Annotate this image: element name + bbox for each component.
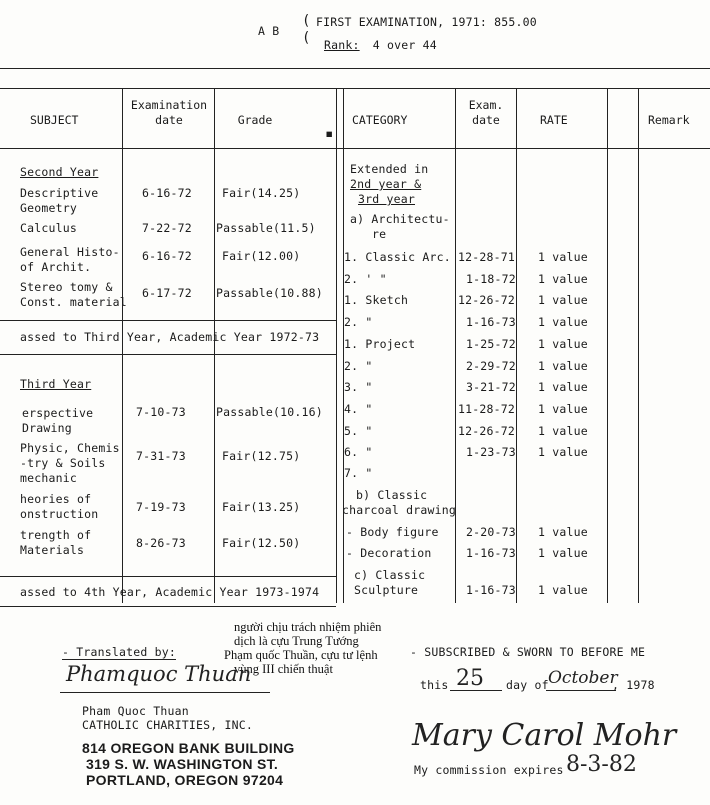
translator-name: Pham Quoc Thuan [82, 704, 189, 718]
col-divider-grade [214, 88, 215, 603]
col-exam-date [124, 98, 214, 128]
grade-cell: Fair(12.50) [222, 536, 301, 550]
day-of-label: day of [506, 678, 549, 692]
paren-open-1: ( [302, 13, 311, 29]
first-examination: FIRST EXAMINATION, 1971: 855.00 [316, 15, 537, 29]
col-exam-date-line2: date [155, 113, 183, 127]
category-label: 1. Sketch [344, 293, 409, 307]
col-cat-exam-date-line2: date [472, 113, 500, 127]
category-rate: 1 value [538, 337, 588, 351]
col-cat-exam-date [456, 98, 516, 128]
subject-row [22, 406, 93, 436]
subject-row: Calculus [20, 221, 77, 235]
paren-open-2: ( [302, 30, 311, 46]
third-year-heading: Third Year [20, 377, 92, 391]
category-label: 1. Classic Arc. [344, 250, 451, 264]
annotation-line: vùng III chiến thuật [234, 662, 333, 676]
sculpture-line: Sculpture [354, 583, 419, 597]
rule-passed-3-bottom [0, 606, 336, 607]
sworn-statement: - SUBSCRIBED & SWORN TO BEFORE ME [410, 645, 646, 659]
category-label: 4. " [344, 402, 373, 416]
extended-line: 3rd year [358, 192, 415, 206]
col-exam-date-line1: Examination [130, 98, 208, 112]
rank-value: 4 over 44 [372, 38, 437, 52]
translated-underline [62, 659, 176, 660]
subject-row [20, 492, 98, 522]
col-divider-category [336, 88, 337, 603]
exam-date-cell: 6-16-72 [142, 249, 192, 263]
grade-cell: Passable(10.88) [216, 286, 323, 300]
extended-line: 2nd year & [350, 177, 422, 191]
category-date: 12-28-71 [458, 250, 515, 264]
category-label: 5. " [344, 424, 373, 438]
subject-row [20, 280, 127, 310]
extended-note [350, 162, 428, 207]
architecture-line: re [372, 227, 387, 241]
category-label: 2. ' " [344, 272, 387, 286]
category-label: 6. " [344, 445, 373, 459]
passed-third-year: assed to Third Year, Academic Year 1972-73 [20, 330, 320, 344]
charcoal-line: charcoal drawing [342, 503, 456, 517]
table-top-rule-2 [0, 88, 710, 89]
category-date: 1-16-73 [466, 583, 516, 597]
second-year-heading: Second Year [20, 165, 99, 179]
extended-line: Extended in [350, 162, 429, 176]
year-label: , 1978 [612, 678, 655, 692]
charcoal-heading [342, 488, 456, 518]
subject-line: trength of [20, 528, 92, 542]
subject-line: Physic, Chemis [20, 441, 120, 455]
subject-line: Stereo tomy & [20, 280, 113, 294]
subject-line: Descriptive [20, 186, 99, 200]
col-category: CATEGORY [352, 113, 408, 127]
mark-dot: ▪ [325, 126, 334, 142]
grade-cell: Passable(10.16) [216, 405, 323, 419]
ab-marker: A B [258, 24, 280, 38]
subject-line: General Histo- [20, 245, 120, 259]
col-subject: SUBJECT [30, 113, 79, 127]
translated-by-label [62, 645, 176, 660]
address-line: 814 OREGON BANK BUILDING [82, 740, 295, 756]
signature-line [60, 692, 270, 693]
subject-line: heories of [20, 492, 92, 506]
exam-date-cell: 6-17-72 [142, 286, 192, 300]
subject-row [20, 186, 98, 216]
architecture-line: a) Architectu- [350, 212, 450, 226]
day-value: 25 [456, 666, 484, 691]
category-date: 12-26-72 [458, 293, 515, 307]
col-divider-examdate [455, 88, 456, 603]
grade-cell: Fair(13.25) [222, 500, 301, 514]
subject-line: erspective [22, 406, 94, 420]
col-divider-date [122, 88, 123, 603]
annotation-line: người chịu trách nhiệm phiên [234, 620, 382, 634]
address-line: 319 S. W. WASHINGTON ST. [86, 756, 279, 772]
month-value: October [548, 668, 618, 688]
category-date: 1-16-73 [466, 315, 516, 329]
category-date: 3-21-72 [466, 380, 516, 394]
subject-line: onstruction [20, 507, 99, 521]
category-rate: 1 value [538, 402, 588, 416]
category-date: 1-25-72 [466, 337, 516, 351]
subject-line: Materials [20, 543, 85, 557]
rule-passed-3-top [0, 576, 336, 577]
exam-date-cell: 6-16-72 [142, 186, 192, 200]
charcoal-line: b) Classic [356, 488, 428, 502]
notary-signature: Mary Carol Mohr [412, 718, 677, 753]
col-divider-remark [638, 88, 639, 603]
category-rate: 1 value [538, 546, 588, 560]
exam-date-cell: 7-19-73 [136, 500, 186, 514]
address-line: PORTLAND, OREGON 97204 [86, 772, 284, 788]
this-label: this [420, 678, 449, 692]
annotation-line: Phạm quốc Thuần, cựu tư lệnh [224, 648, 378, 662]
rule-passed-2-top [0, 320, 336, 321]
header-bottom-rule [0, 148, 710, 149]
category-label: 7. " [344, 466, 373, 480]
subject-row [20, 528, 91, 558]
category-label: - Decoration [346, 546, 432, 560]
category-label: 2. " [344, 359, 373, 373]
category-rate: 1 value [538, 583, 588, 597]
rank-label: Rank: [324, 38, 360, 52]
month-underline [546, 690, 616, 691]
category-rate: 1 value [538, 359, 588, 373]
subject-line: Drawing [22, 421, 72, 435]
rule-passed-2-bottom [0, 354, 336, 355]
exam-date-cell: 8-26-73 [136, 536, 186, 550]
col-divider-rate [516, 88, 517, 603]
subject-line: of Archit. [20, 260, 92, 274]
exam-date-cell: 7-22-72 [142, 221, 192, 235]
category-label: 1. Project [344, 337, 416, 351]
architecture-heading [350, 212, 450, 242]
col-cat-exam-date-line1: Exam. [468, 98, 504, 112]
grade-cell: Fair(14.25) [222, 186, 301, 200]
annotation-line: dịch là cựu Trung Tướng [234, 634, 359, 648]
category-label: 2. " [344, 315, 373, 329]
grade-cell: Fair(12.75) [222, 449, 301, 463]
category-label: - Body figure [346, 525, 439, 539]
subject-row [20, 245, 120, 275]
col-divider-rate-2 [607, 88, 608, 603]
translator-signature: Phamquoc Thuan [66, 662, 252, 686]
table-top-rule [0, 68, 710, 69]
organization: CATHOLIC CHARITIES, INC. [82, 718, 253, 732]
subject-line: Const. material [20, 295, 127, 309]
grade-cell: Fair(12.00) [222, 249, 301, 263]
category-rate: 1 value [538, 250, 588, 264]
category-rate: 1 value [538, 380, 588, 394]
sculpture-line: c) Classic [354, 568, 426, 582]
category-rate: 1 value [538, 525, 588, 539]
day-underline [450, 690, 502, 691]
exam-date-cell: 7-10-73 [136, 405, 186, 419]
category-rate: 1 value [538, 445, 588, 459]
category-date: 2-29-72 [466, 359, 516, 373]
rank-line [324, 38, 437, 53]
category-label: 3. " [344, 380, 373, 394]
category-rate: 1 value [538, 272, 588, 286]
subject-line: Geometry [20, 201, 77, 215]
sculpture-heading [354, 568, 425, 598]
subject-line: -try & Soils [20, 456, 106, 470]
subject-line: mechanic [20, 471, 77, 485]
col-rate: RATE [540, 113, 568, 127]
category-rate: 1 value [538, 424, 588, 438]
passed-fourth-year: assed to 4th Year, Academic Year 1973-1974 [20, 585, 320, 599]
col-grade: Grade [237, 113, 273, 127]
category-date: 1-16-73 [466, 546, 516, 560]
category-date: 2-20-73 [466, 525, 516, 539]
commission-date: 8-3-82 [566, 752, 637, 777]
category-date: 12-26-72 [458, 424, 515, 438]
grade-cell: Passable(11.5) [216, 221, 316, 235]
subject-row [20, 441, 120, 486]
translated-by-text: - Translated by: [62, 645, 176, 659]
col-remark: Remark [648, 113, 690, 127]
category-date: 11-28-72 [458, 402, 515, 416]
category-date: 1-23-73 [466, 445, 516, 459]
category-date: 1-18-72 [466, 272, 516, 286]
exam-date-cell: 7-31-73 [136, 449, 186, 463]
category-rate: 1 value [538, 315, 588, 329]
category-rate: 1 value [538, 293, 588, 307]
commission-label: My commission expires [414, 763, 564, 777]
